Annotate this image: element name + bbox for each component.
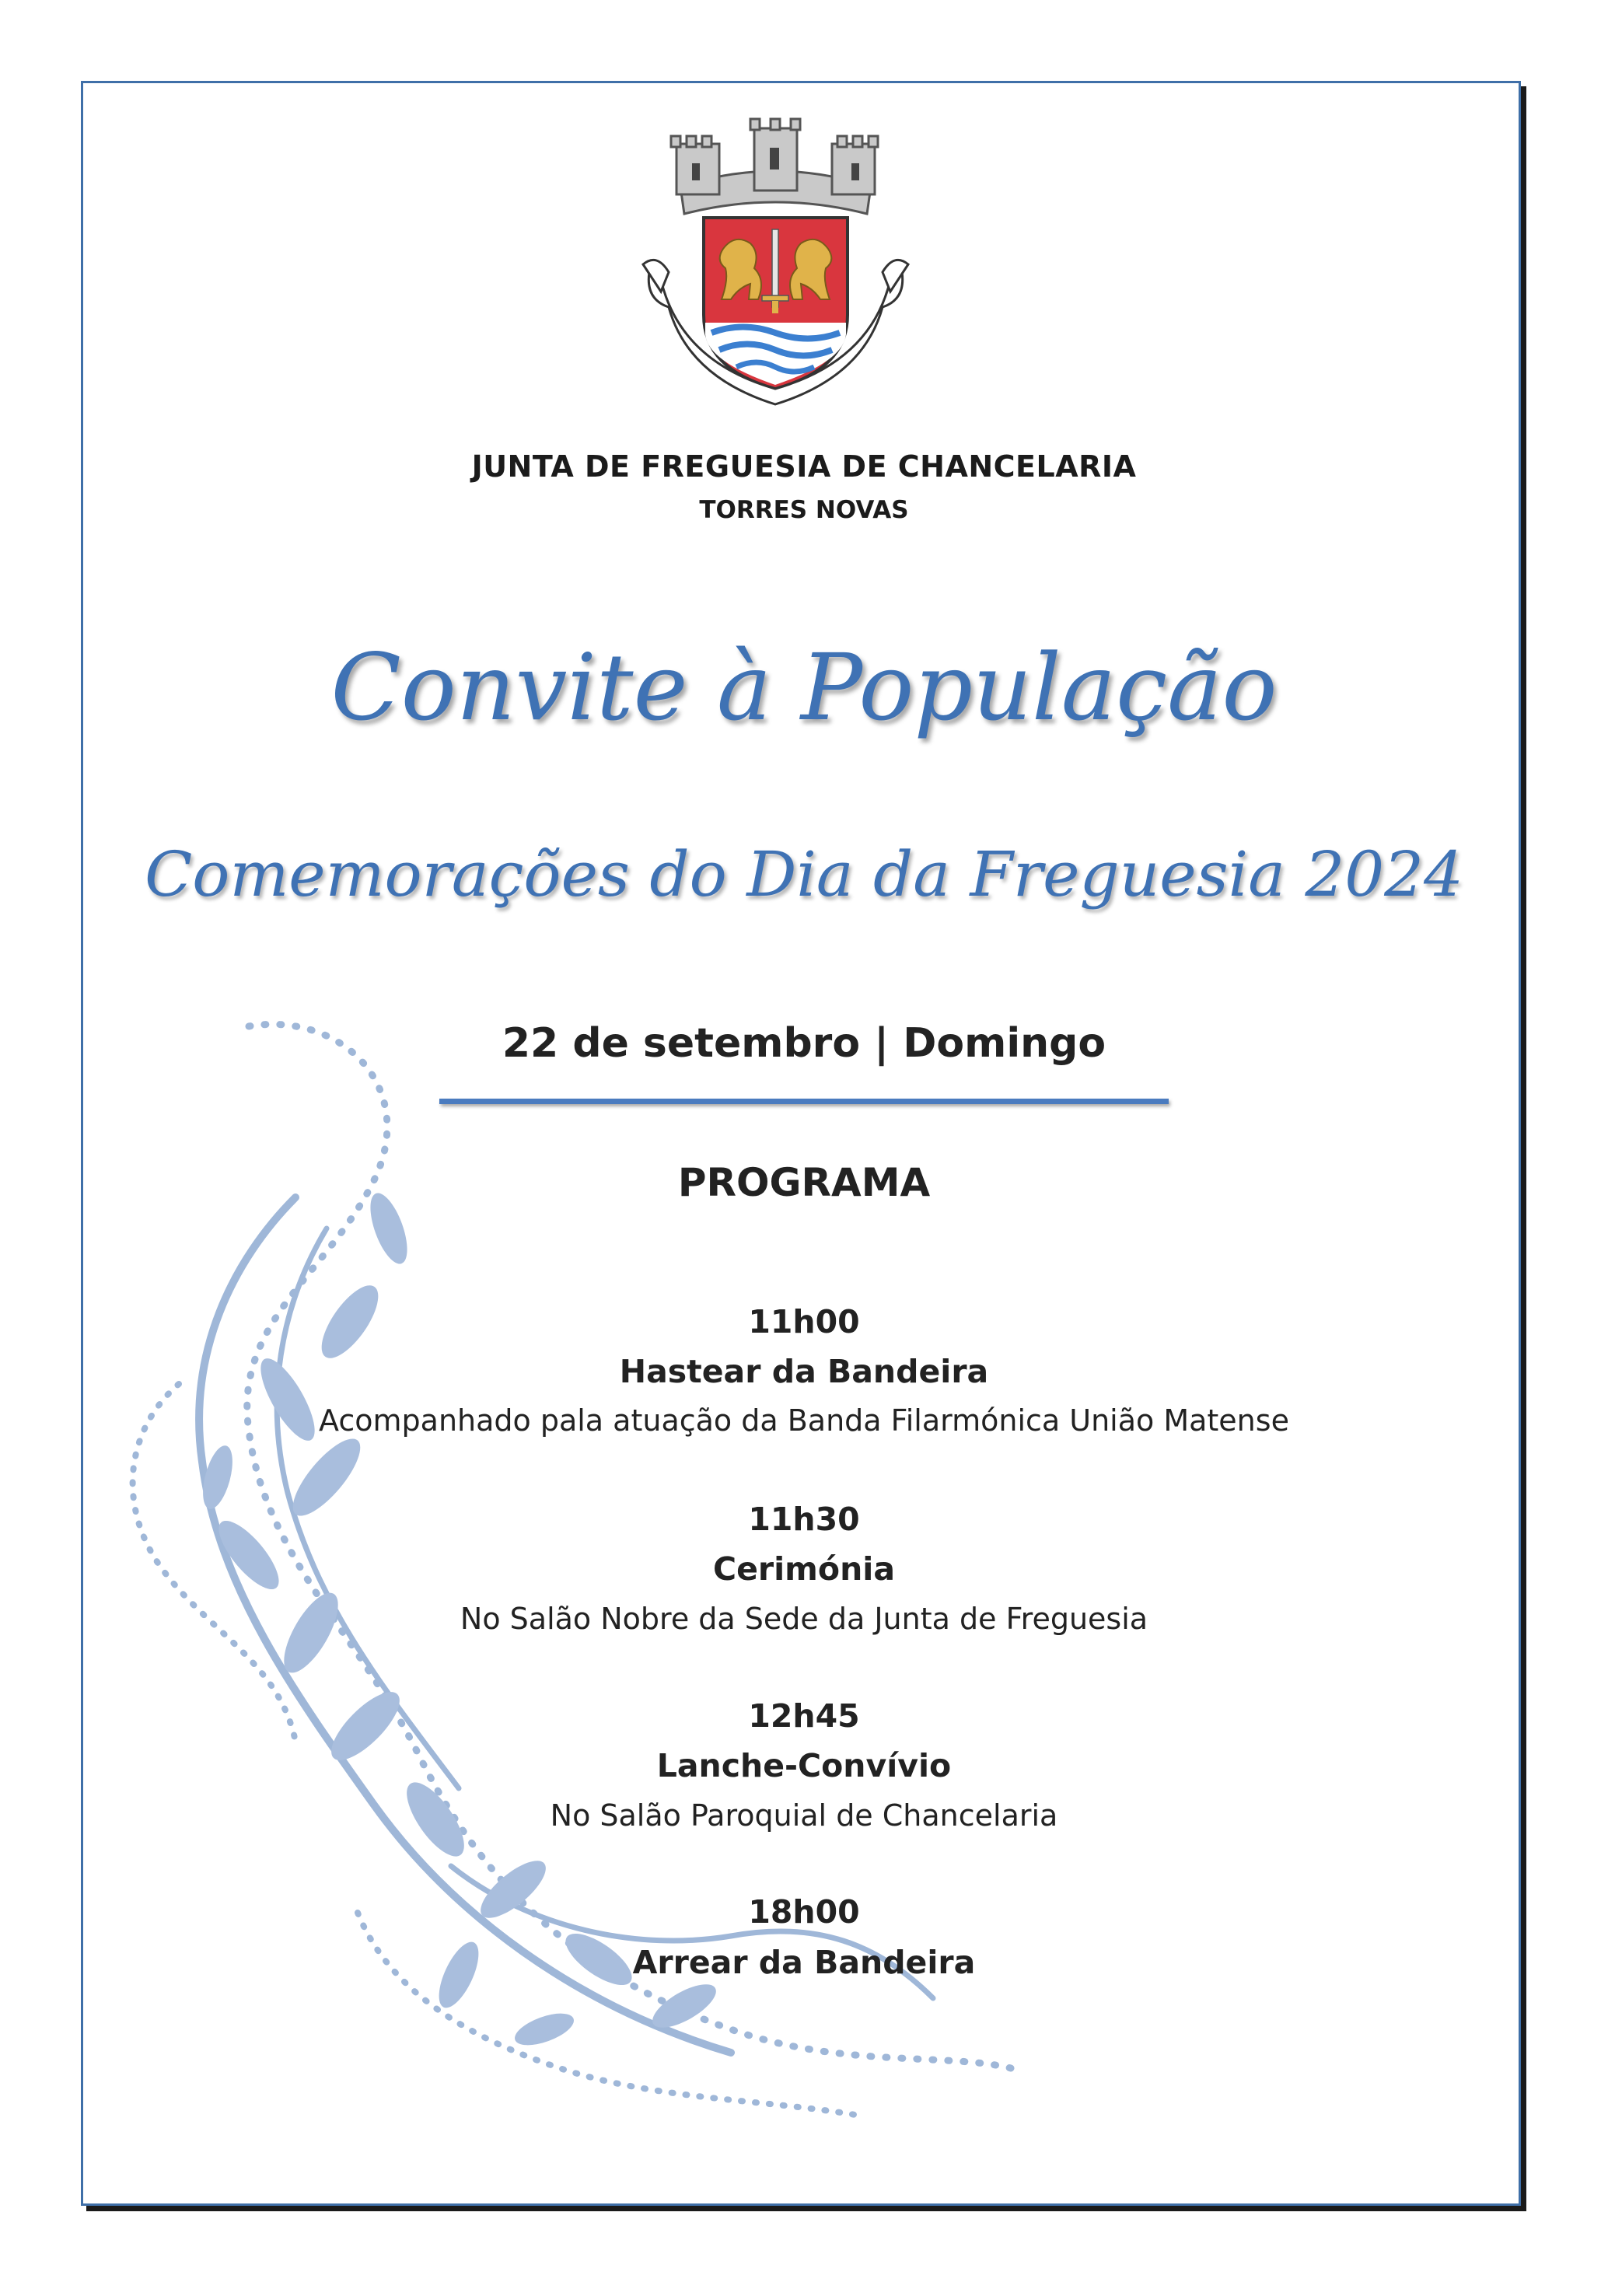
event-name: Cerimónia bbox=[713, 1550, 895, 1588]
event-description: No Salão Nobre da Sede da Junta de Freguesia bbox=[460, 1602, 1148, 1636]
event-name: Hastear da Bandeira bbox=[619, 1353, 989, 1390]
event-description: Acompanhado pala atuação da Banda Filarmónica União Matense bbox=[319, 1403, 1289, 1438]
event-time: 18h00 bbox=[748, 1893, 860, 1931]
organization-location: TORRES NOVAS bbox=[699, 496, 909, 524]
event-name: Lanche-Convívio bbox=[656, 1747, 952, 1784]
organization-name: JUNTA DE FREGUESIA DE CHANCELARIA bbox=[471, 449, 1137, 484]
programa-heading: PROGRAMA bbox=[677, 1160, 931, 1205]
event-date: 22 de setembro | Domingo bbox=[502, 1020, 1106, 1067]
invitation-title: Convite à População bbox=[330, 634, 1278, 741]
event-time: 11h00 bbox=[748, 1303, 860, 1340]
event-time: 12h45 bbox=[748, 1697, 860, 1735]
event-name: Arrear da Bandeira bbox=[632, 1944, 976, 1981]
event-subtitle: Comemorações do Dia da Freguesia 2024 bbox=[145, 838, 1463, 910]
date-underline bbox=[439, 1099, 1169, 1104]
event-time: 11h30 bbox=[748, 1501, 860, 1538]
coat-of-arms-icon bbox=[634, 113, 918, 432]
event-description: No Salão Paroquial de Chancelaria bbox=[550, 1798, 1058, 1833]
